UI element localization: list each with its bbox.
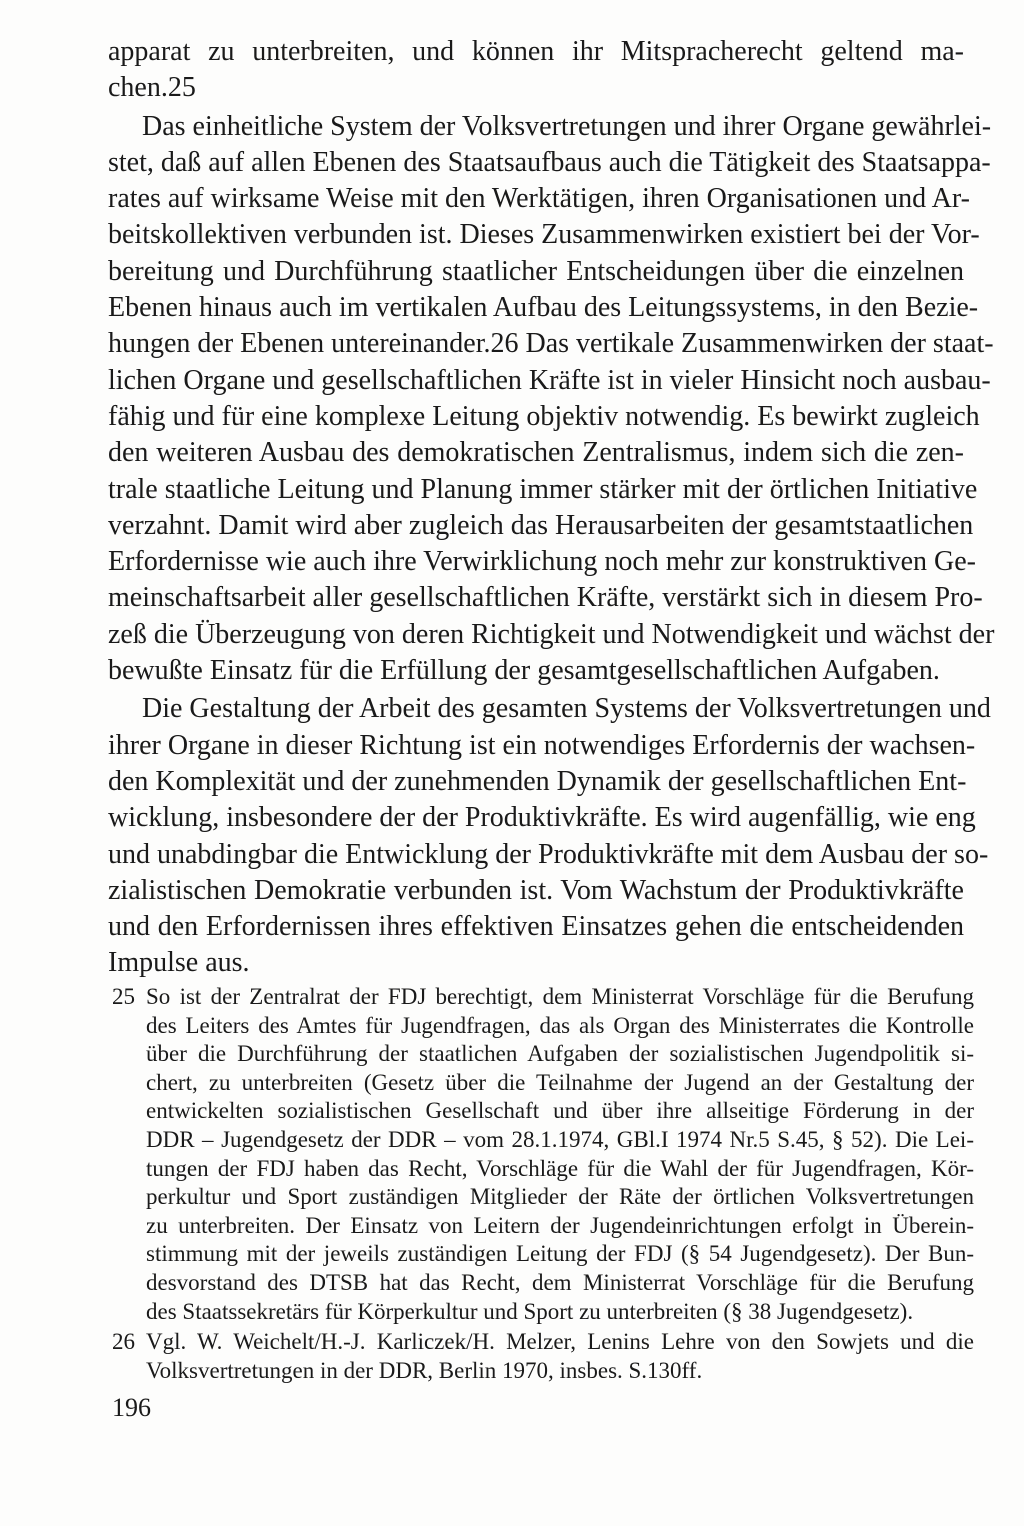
footnote-line: des Leiters des Amtes für Jugendfragen, das als Organ des Ministerrates die Kontrolle [146,1012,974,1038]
footnote-line: DDR – Jugendgesetz der DDR – vom 28.1.1974, GBl.I 1974 Nr.5 S.45, § 52). Die Lei- [146,1126,974,1152]
text-line: bewußte Einsatz für die Erfüllung der gesamtgesellschaftlichen Aufgaben. [108,655,940,687]
footnote-line: des Staatssekretärs für Körperkultur und Sport zu unterbreiten (§ 38 Jugendgesetz). [146,1298,914,1324]
footnote-number: 26 [112,1329,135,1355]
paragraph [108,109,995,690]
text-line: bereitung und Durchführung staatlicher Entscheidungen über die einzelnen [108,255,964,287]
text-line: zeß die Überzeugung von deren Richtigkeit und Notwendigkeit und wächst der [108,618,995,650]
footnote-line: zu unterbreiten. Der Einsatz von Leitern der Jugendeinrichtungen erfolgt in Überein- [146,1212,974,1238]
text-line: Ebenen hinaus auch im vertikalen Aufbau des Leitungssystems, in den Bezie- [108,292,979,324]
text-line: apparat zu unterbreiten, und können ihr Mitspracherecht geltend ma- [108,36,964,67]
text-line: den weiteren Ausbau des demokratischen Zentralismus, indem sich die zen- [108,437,964,469]
text-line: Das einheitliche System der Volksvertretungen und ihrer Organe gewährlei- [142,110,992,142]
footnote-25 [112,983,974,1326]
text-line: Erfordernisse wie auch ihre Verwirklichung noch mehr zur konstruktiven Ge- [108,546,976,578]
paragraph [108,691,991,981]
footnote-line: desvorstand des DTSB hat das Recht, dem Ministerrat Vorschläge für die Berufung [146,1269,974,1295]
footnote-line: stimmung mit der jeweils zuständigen Leitung der FDJ (§ 54 Jugendgesetz). Der Bun- [146,1241,974,1267]
footnote-line: Vgl. W. Weichelt/H.-J. Karliczek/H. Melzer, Lenins Lehre von den Sowjets und die [146,1329,974,1355]
footnote-line: perkultur und Sport zuständigen Mitglieder der Räte der örtlichen Volksvertretungen [146,1184,974,1210]
text-line: beitskollektiven verbunden ist. Dieses Zusammenwirken existiert bei der Vor- [108,219,980,251]
footnote-line: chert, zu unterbreiten (Gesetz über die Teilnahme der Jugend an der Gestaltung der [146,1069,974,1095]
main-text [108,34,995,982]
paragraph [108,34,964,107]
text-line: stet, daß auf allen Ebenen des Staatsaufbaus auch die Tätigkeit des Staatsappa- [108,146,991,178]
text-line: Die Gestaltung der Arbeit des gesamten Systems der Volksvertretungen und [142,693,991,725]
footnote-line: So ist der Zentralrat der FDJ berechtigt, dem Ministerrat Vorschläge für die Berufung [146,984,974,1009]
page-number: 196 [112,1393,151,1422]
text-line: trale staatliche Leitung und Planung immer stärker mit der örtlichen Initiative [108,473,978,505]
text-line: lichen Organe und gesellschaftlichen Kräfte ist in vieler Hinsicht noch ausbau- [108,364,991,396]
text-line: und unabdingbar die Entwicklung der Produktivkräfte mit dem Ausbau der so- [108,838,989,870]
footnote-line: Volksvertretungen in der DDR, Berlin 1970, insbes. S.130ff. [146,1357,703,1383]
footnote-line: tungen der FDJ haben das Recht, Vorschläge für die Wahl der für Jugendfragen, Kör- [146,1155,974,1181]
text-line: und den Erfordernissen ihres effektiven Einsatzes gehen die entscheidenden [108,911,964,943]
text-line: Impulse aus. [108,947,250,979]
text-line: ihrer Organe in dieser Richtung ist ein notwendiges Erfordernis der wachsen- [108,729,976,761]
text-line: den Komplexität und der zunehmenden Dynamik der gesellschaftlichen Ent- [108,765,967,797]
footnote-line: entwickelten sozialistischen Gesellschaft und über ihre allseitige Förderung in der [146,1098,974,1124]
text-line: wicklung, insbesondere der der Produktivkräfte. Es wird augenfällig, wie eng [108,802,976,834]
footnote-number: 25 [112,984,135,1009]
text-line: hungen der Ebenen untereinander.26 Das vertikale Zusammenwirken der staat- [108,328,994,360]
text-line: meinschaftsarbeit aller gesellschaftlichen Kräfte, verstärkt sich in diesem Pro- [108,582,983,614]
text-line: rates auf wirksame Weise mit den Werktätigen, ihren Organisationen und Ar- [108,183,970,215]
text-line: chen.25 [108,72,196,104]
text-line: zialistischen Demokratie verbunden ist. Vom Wachstum der Produktivkräfte [108,874,964,906]
footnote-26 [112,1328,974,1385]
footnotes [112,983,974,1385]
footnote-line: über die Durchführung der staatlichen Aufgaben der sozialistischen Jugendpolitik si- [146,1041,974,1067]
text-line: verzahnt. Damit wird aber zugleich das Herausarbeiten der gesamtstaatlichen [108,509,974,541]
text-line: fähig und für eine komplexe Leitung objektiv notwendig. Es bewirkt zugleich [108,400,980,432]
